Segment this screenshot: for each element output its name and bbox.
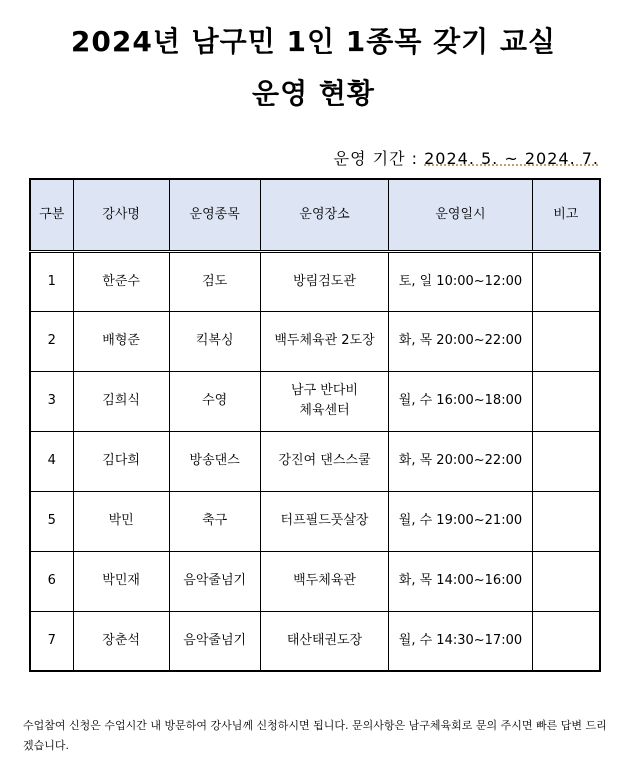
table-row	[30, 491, 600, 551]
cell-note	[532, 311, 600, 371]
cell-place	[260, 251, 389, 311]
header-note: 비고	[532, 179, 600, 251]
cell-sport: 방송댄스	[169, 431, 260, 491]
cell-instructor: 장춘석	[73, 611, 169, 671]
cell-note	[532, 551, 600, 611]
period-value: 2024. 5. ~ 2024. 7.	[424, 149, 599, 168]
table-row	[30, 551, 600, 611]
operation-period	[334, 146, 599, 169]
page-title: 2024년 남구민 1인 1종목 갖기 교실	[70, 25, 557, 58]
cell-time: 화, 목 20:00~22:00	[389, 431, 532, 491]
header-category: 구분	[30, 179, 73, 251]
cell-no: 3	[30, 371, 73, 431]
cell-sport: 킥복싱	[169, 311, 260, 371]
place-line: 남구 반다비	[291, 383, 358, 398]
cell-sport: 축구	[169, 491, 260, 551]
cell-instructor: 김다희	[73, 431, 169, 491]
cell-no: 1	[30, 251, 73, 311]
table-row	[30, 431, 600, 491]
table-header-row	[30, 179, 600, 251]
cell-place	[260, 551, 389, 611]
header-time: 운영일시	[389, 179, 532, 251]
cell-sport: 음악줄넘기	[169, 611, 260, 671]
place-line: 강진여 댄스스쿨	[278, 453, 371, 468]
cell-time: 월, 수 16:00~18:00	[389, 371, 532, 431]
cell-time: 화, 목 14:00~16:00	[389, 551, 532, 611]
table-row	[30, 611, 600, 671]
header-place: 운영장소	[260, 179, 389, 251]
cell-note	[532, 611, 600, 671]
table-row	[30, 371, 600, 431]
cell-instructor: 한준수	[73, 251, 169, 311]
cell-time: 토, 일 10:00~12:00	[389, 251, 532, 311]
cell-instructor: 박민	[73, 491, 169, 551]
cell-sport: 수영	[169, 371, 260, 431]
header-instructor: 강사명	[73, 179, 169, 251]
cell-no: 2	[30, 311, 73, 371]
header-sport: 운영종목	[169, 179, 260, 251]
place-line-2: 체육센터	[299, 403, 350, 418]
cell-no: 4	[30, 431, 73, 491]
page-subtitle: 운영 현황	[252, 77, 375, 110]
cell-note	[532, 371, 600, 431]
cell-instructor: 배형준	[73, 311, 169, 371]
cell-note	[532, 491, 600, 551]
cell-no: 7	[30, 611, 73, 671]
cell-note	[532, 251, 600, 311]
cell-place	[260, 491, 389, 551]
cell-instructor: 김희식	[73, 371, 169, 431]
cell-no: 5	[30, 491, 73, 551]
cell-place	[260, 431, 389, 491]
cell-note	[532, 431, 600, 491]
place-line: 터프필드풋살장	[280, 513, 369, 528]
cell-instructor: 박민재	[73, 551, 169, 611]
cell-sport: 검도	[169, 251, 260, 311]
cell-time: 화, 목 20:00~22:00	[389, 311, 532, 371]
cell-place	[260, 611, 389, 671]
cell-time: 월, 수 19:00~21:00	[389, 491, 532, 551]
cell-sport: 음악줄넘기	[169, 551, 260, 611]
table-row	[30, 311, 600, 371]
schedule-table	[29, 178, 601, 672]
cell-time: 월, 수 14:30~17:00	[389, 611, 532, 671]
notice-text: 수업참여 신청은 수업시간 내 방문하여 강사님께 신청하시면 됩니다. 문의사항은 남구체육회로 문의 주시면 빠른 답변 드리겠습니다.	[23, 719, 607, 752]
place-line: 백두체육관 2도장	[274, 333, 375, 348]
cell-no: 6	[30, 551, 73, 611]
place-line: 방림검도관	[293, 273, 356, 289]
cell-place	[260, 311, 389, 371]
cell-place	[260, 371, 389, 431]
period-label: 운영 기간 :	[333, 149, 425, 168]
place-line: 태산태권도장	[286, 632, 363, 648]
table-row	[30, 251, 600, 311]
place-line: 백두체육관	[293, 573, 356, 588]
